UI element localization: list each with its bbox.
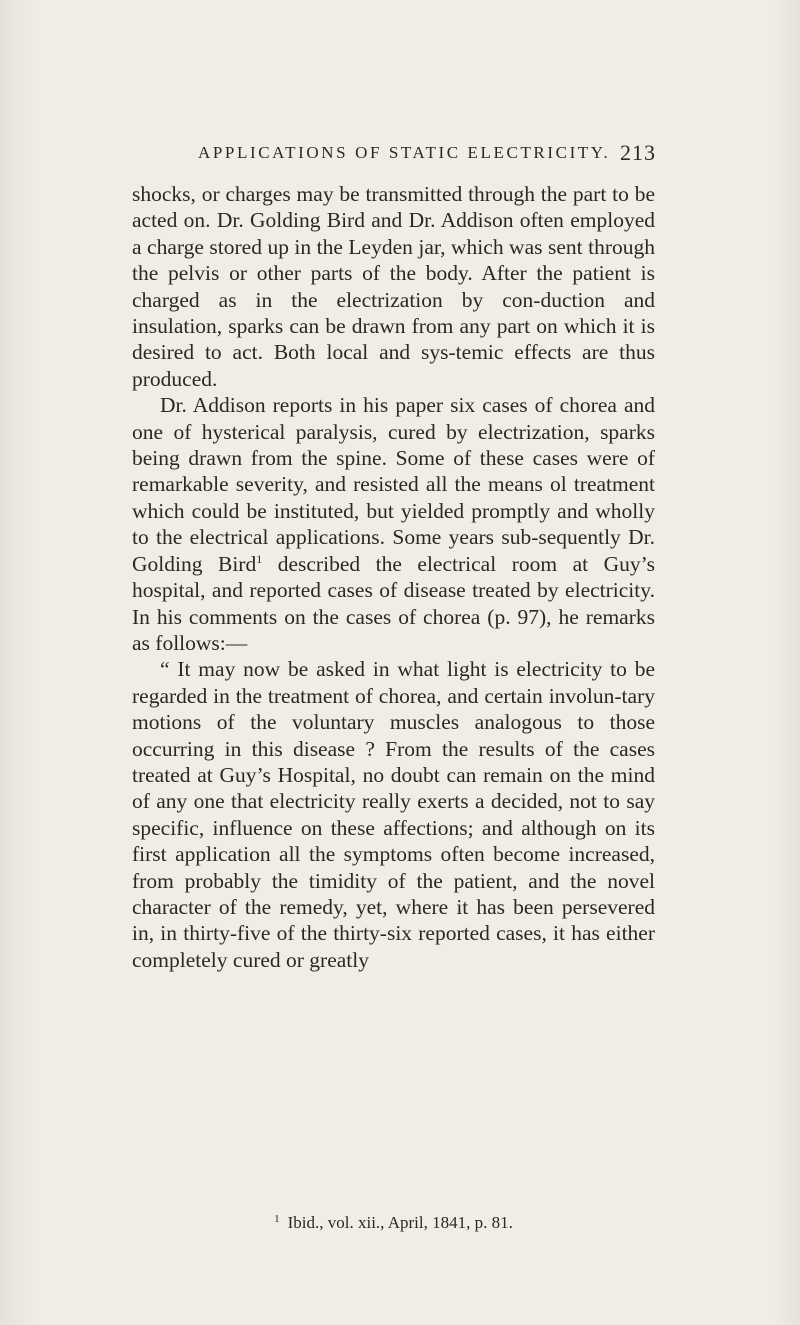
footnote-text: Ibid., vol. xii., April, 1841, p. 81. xyxy=(287,1213,513,1232)
page-number: 213 xyxy=(620,140,656,165)
quotation-paragraph: “ It may now be asked in what light is electricity to be regarded in the treatment of chorea, and certain involun-tary motions of the voluntary muscles analogous to those occurring in this disease ? From the results of the cases treated at Guy’s Hospital, no doubt can remain on the mind of any one that electricity really exerts a decided, not to say specific, influence on these affections; and although on its first application all the symptoms often become increased, from probably the timidity of the patient, and the novel character of the remedy, yet, where it has been persevered in, in thirty-five of the thirty-six reported cases, it has either completely cured or greatly xyxy=(132,657,655,972)
footnote xyxy=(132,1208,655,1234)
footnote-mark: 1 xyxy=(274,1213,280,1225)
paragraph-2-text-b: described the electrical room at Guy’s hospital, and reported cases of disease treated by electricity. In his comments on the cases of chorea (p. 97), he remarks as follows:— xyxy=(132,551,655,655)
footnote-reference: 1 xyxy=(256,551,263,566)
paragraph-1: shocks, or charges may be transmitted through the part to be acted on. Dr. Golding Bird and Dr. Addison often employed a charge stored up in the Leyden jar, which was sent through the pelvis or other parts of the body. After the patient is charged as in the electrization by con-duction and insulation, sparks can be drawn from any part on which it is desired to act. Both local and sys-temic effects are thus produced. xyxy=(132,182,655,391)
body-text xyxy=(132,181,655,973)
page-header xyxy=(0,140,800,171)
running-head: APPLICATIONS OF STATIC ELECTRICITY. xyxy=(198,143,611,162)
paragraph-2 xyxy=(132,392,655,656)
paragraph-2-text-a: Dr. Addison reports in his paper six cases of chorea and one of hysterical paralysis, cured by electrization, sparks being drawn from the spine. Some of these cases were of remarkable severity, and resisted all the means ol treatment which could be instituted, but yielded promptly and wholly to the electrical applications. Some years sub-sequently Dr. Golding Bird xyxy=(132,393,655,576)
